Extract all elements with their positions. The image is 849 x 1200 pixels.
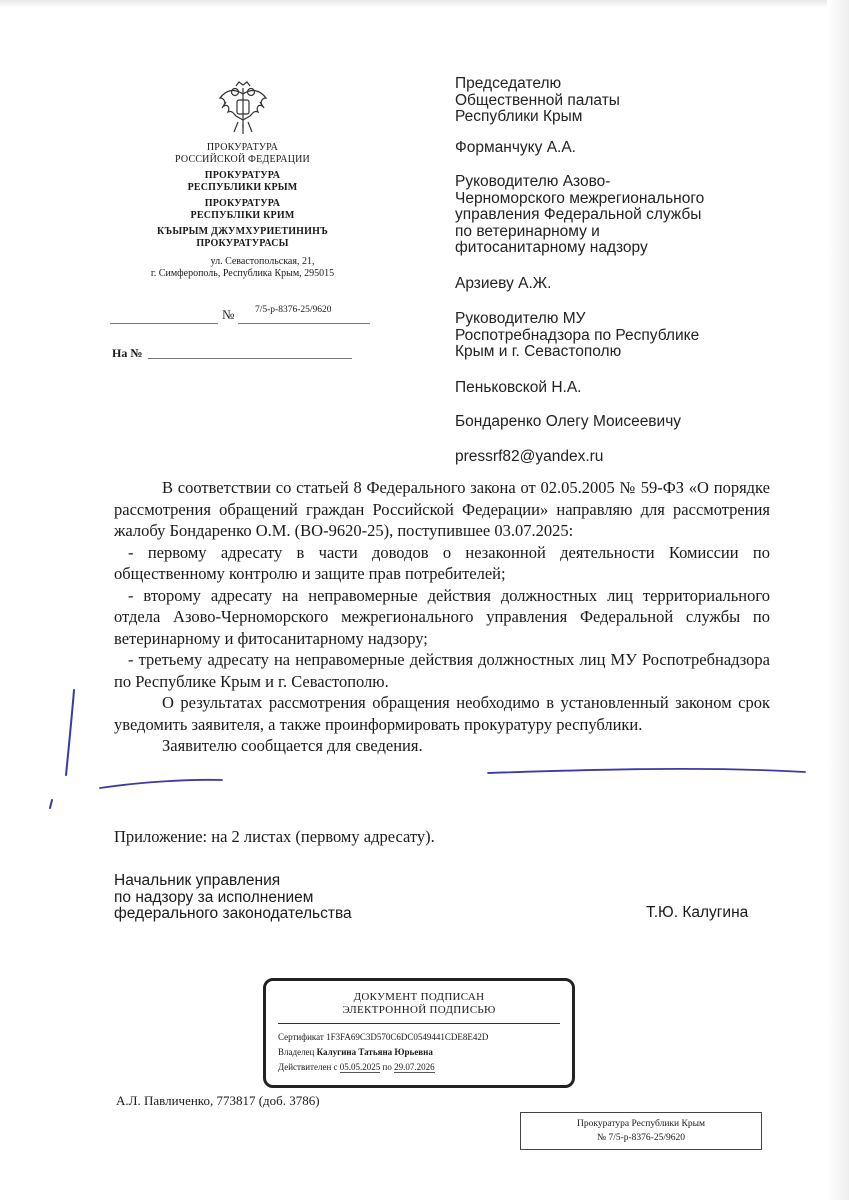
addressee-2-name: Арзиеву А.Ж. (455, 274, 552, 292)
reference-label: На № (112, 346, 143, 360)
body-list-item-1: - первому адресату в части доводов о незаконной деятельности Комиссии по общественному контролю и защите прав потребителей; (114, 542, 770, 583)
number-sign: № (222, 307, 235, 322)
reference-number (112, 346, 357, 361)
org-line-8: ПРОКУРАТУРАСЫ (196, 238, 289, 249)
letter-body (114, 477, 770, 757)
stamp-owner-value: Калугина Татьяна Юрьевна (316, 1047, 433, 1057)
stamp-owner-label: Владелец (278, 1047, 315, 1057)
stamp-valid-to-label: по (382, 1062, 392, 1072)
pen-tick-mark (50, 800, 52, 808)
signer-name: Т.Ю. Калугина (646, 904, 749, 921)
org-address (110, 256, 375, 280)
org-line-2: РОССИЙСКОЙ ФЕДЕРАЦИИ (175, 154, 310, 165)
org-line-4: РЕСПУБЛИКИ КРЫМ (187, 182, 298, 193)
stamp-valid-to: 29.07.2026 (394, 1062, 435, 1072)
stamp-valid-from: 05.05.2025 (339, 1062, 381, 1072)
page-edge-top (0, 0, 849, 8)
signer-position: Начальник управления по надзору за исполнением федерального законодательства (114, 872, 352, 922)
coat-of-arms-icon (216, 80, 270, 136)
date-blank (110, 323, 218, 324)
letterhead (110, 80, 375, 280)
addressee-list (455, 76, 815, 479)
stamp-title-2: ЭЛЕКТРОННОЙ ПОДПИСЬЮ (342, 1004, 496, 1016)
stamp-title-1: ДОКУМЕНТ ПОДПИСАН (353, 991, 485, 1003)
executor-contact: А.Л. Павличенко, 773817 (доб. 3786) (116, 1093, 320, 1108)
stamp-owner (266, 1045, 572, 1060)
reference-blank (148, 358, 352, 359)
outgoing-reg-number: 7/5-р-8376-25/9620 (255, 305, 332, 315)
address-line-1: ул. Севастопольская, 21, (210, 256, 315, 267)
stamp-cert-label: Сертификат (278, 1032, 324, 1042)
number-blank (238, 323, 370, 324)
page-edge-right (827, 0, 849, 1200)
addressee-3-name: Пеньковской Н.А. (455, 378, 582, 396)
addressee-1-title: Председателю Общественной палаты Республики Крым (455, 75, 620, 125)
addressee-3-title: Руководителю МУ Роспотребнадзора по Республике Крым и г. Севастополю (455, 310, 700, 360)
stamp-valid-label: Действителен с (278, 1062, 338, 1072)
body-paragraph-1: В соответствии со статьей 8 Федерального закона от 02.05.2005 № 59-ФЗ «О порядке рассмотрения обращений граждан Российской Федерации» направляю для рассмотрения жалобу Бондаренко О.М. (ВО-9620-25), поступившее 03.07.2025: (114, 478, 770, 540)
org-line-1: ПРОКУРАТУРА (206, 142, 279, 153)
addressee-1-name: Форманчуку А.А. (455, 138, 576, 156)
registration-number: № 7/5-р-8376-25/9620 (597, 1133, 685, 1143)
stamp-cert-value: 1F3FA69C3D570C6DC0549441CDE8E42D (326, 1032, 489, 1042)
body-paragraph-2: О результатах рассмотрения обращения необходимо в установленный законом срок уведомить заявителя, а также проинформировать прокуратуру республики. (114, 693, 770, 734)
stamp-validity (266, 1060, 572, 1075)
electronic-signature-stamp (263, 978, 575, 1088)
body-paragraph-3: Заявителю сообщается для сведения. (162, 736, 423, 755)
body-list-item-2: - второму адресату на неправомерные действия должностных лиц территориального отдела Азово-Черноморского межрегионального управления Федеральной службы по ветеринарному и фитосанитарному надзору; (114, 585, 770, 648)
pen-underline-right (488, 769, 805, 773)
pen-underline-left (100, 780, 222, 788)
org-line-6: РЕСПУБЛІКИ КРИМ (190, 210, 295, 221)
stamp-divider (278, 1023, 560, 1024)
registration-stamp (520, 1112, 762, 1150)
pen-vertical-stroke (66, 690, 74, 775)
body-list-item-3: - третьему адресату на неправомерные действия должностных лиц МУ Роспотребнадзора по Республике Крым и г. Севастополю. (114, 650, 770, 691)
addressee-2-title: Руководителю Азово- Черноморского межрегионального управления Федеральной службы по ветеринарному и фитосанитарному надзору (455, 173, 705, 256)
attachment-note: Приложение: на 2 листах (первому адресату). (114, 827, 435, 846)
org-line-5: ПРОКУРАТУРА (204, 198, 281, 209)
addressee-4-email: pressrf82@yandex.ru (455, 447, 604, 465)
registration-org: Прокуратура Республики Крым (577, 1119, 705, 1129)
outgoing-number (110, 305, 380, 325)
stamp-certificate (266, 1030, 572, 1045)
addressee-4-name: Бондаренко Олегу Моисеевичу (455, 413, 682, 430)
org-line-3: ПРОКУРАТУРА (204, 170, 281, 181)
org-line-7: КЪЫРЫМ ДЖУМХУРИЕТИНИНЪ (157, 226, 328, 237)
address-line-2: г. Симферополь, Республика Крым, 295015 (150, 268, 335, 279)
